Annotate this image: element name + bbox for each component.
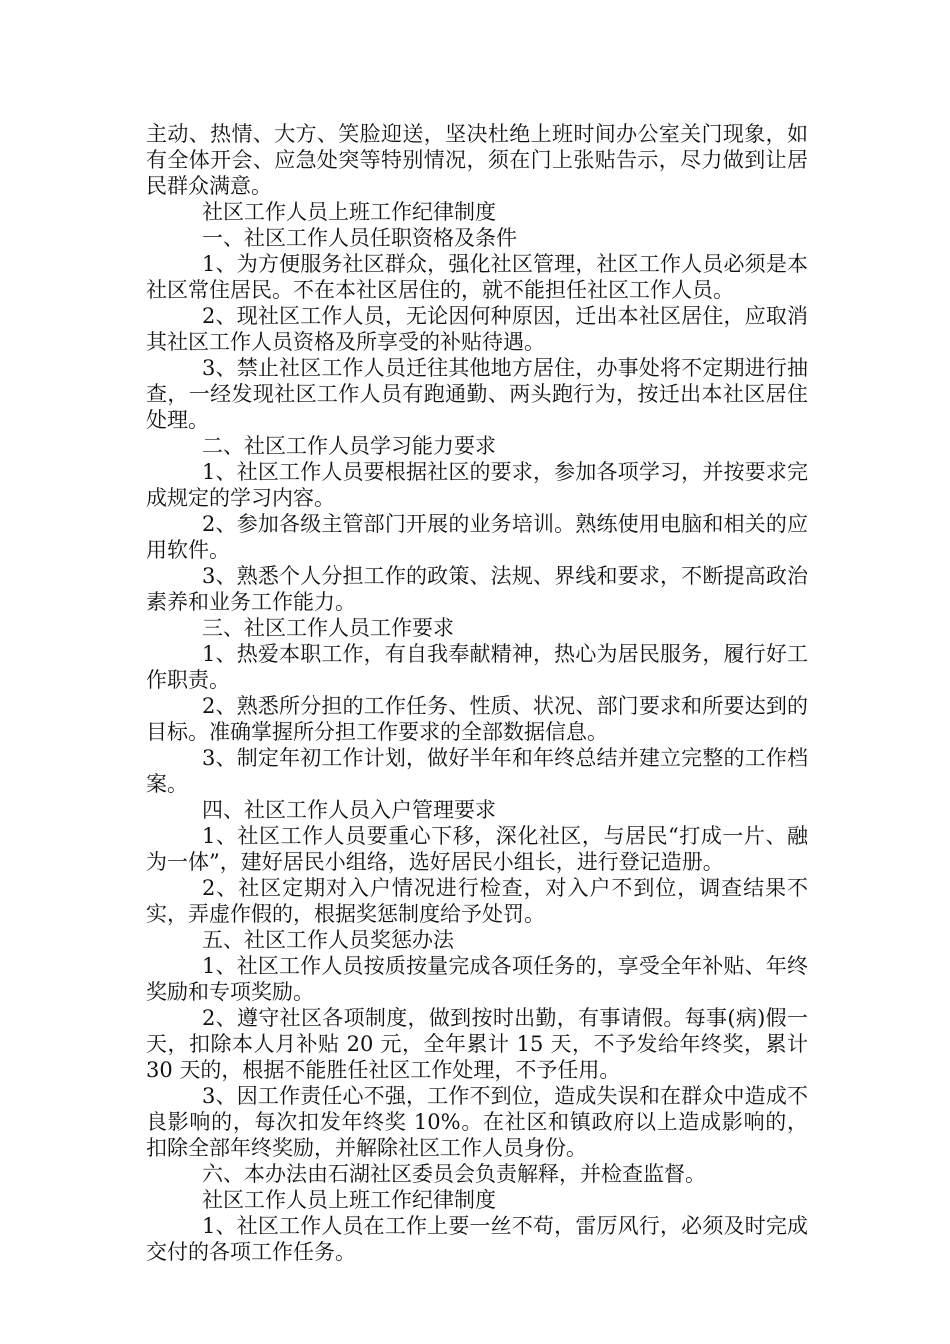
paragraph: 1、社区工作人员按质按量完成各项任务的，享受全年补贴、年终奖励和专项奖励。 <box>146 954 808 1004</box>
paragraph: 1、社区工作人员要根据社区的要求，参加各项学习，并按要求完成规定的学习内容。 <box>146 460 808 510</box>
paragraph: 二、社区工作人员学习能力要求 <box>202 434 496 458</box>
paragraph: 社区工作人员上班工作纪律制度 <box>202 1188 496 1212</box>
paragraph: 3、制定年初工作计划，做好半年和年终总结并建立完整的工作档案。 <box>146 746 808 796</box>
paragraph: 三、社区工作人员工作要求 <box>202 616 454 640</box>
paragraph: 3、禁止社区工作人员迁往其他地方居住，办事处将不定期进行抽查，一经发现社区工作人员有跑通勤、两头跑行为，按迁出本社区居住处理。 <box>146 356 808 432</box>
paragraph: 2、社区定期对入户情况进行检查，对入户不到位，调查结果不实，弄虚作假的，根据奖惩制度给予处罚。 <box>146 876 808 926</box>
paragraph: 3、因工作责任心不强，工作不到位，造成失误和在群众中造成不良影响的，每次扣发年终奖 10%。在社区和镇政府以上造成影响的，扣除全部年终奖励，并解除社区工作人员身份。 <box>146 1084 808 1160</box>
paragraph: 一、社区工作人员任职资格及条件 <box>202 226 517 250</box>
paragraph: 四、社区工作人员入户管理要求 <box>202 798 496 822</box>
paragraph: 1、为方便服务社区群众，强化社区管理，社区工作人员必须是本社区常住居民。不在本社区居住的，就不能担任社区工作人员。 <box>146 252 808 302</box>
paragraph: 六、本办法由石湖社区委员会负责解释，并检查监督。 <box>202 1162 706 1186</box>
paragraph: 2、参加各级主管部门开展的业务培训。熟练使用电脑和相关的应用软件。 <box>146 512 808 562</box>
paragraph: 2、现社区工作人员，无论因何种原因，迁出本社区居住，应取消其社区工作人员资格及所享受的补贴待遇。 <box>146 304 808 354</box>
paragraph: 1、热爱本职工作，有自我奉献精神，热心为居民服务，履行好工作职责。 <box>146 642 808 692</box>
paragraph: 2、遵守社区各项制度，做到按时出勤，有事请假。每事(病)假一天，扣除本人月补贴 20 元，全年累计 15 天，不予发给年终奖，累计 30 天的，根据不能胜任社区工作处理，不予任用。 <box>146 1006 808 1082</box>
paragraph: 2、熟悉所分担的工作任务、性质、状况、部门要求和所要达到的目标。准确掌握所分担工作要求的全部数据信息。 <box>146 694 808 744</box>
paragraph: 主动、热情、大方、笑脸迎送，坚决杜绝上班时间办公室关门现象，如有全体开会、应急处突等特别情况，须在门上张贴告示，尽力做到让居民群众满意。 <box>146 122 808 198</box>
paragraph: 1、社区工作人员要重心下移，深化社区，与居民“打成一片、融为一体”，建好居民小组络，选好居民小组长，进行登记造册。 <box>146 824 808 874</box>
paragraph: 3、熟悉个人分担工作的政策、法规、界线和要求，不断提高政治素养和业务工作能力。 <box>146 564 808 614</box>
document-body <box>146 121 808 1265</box>
paragraph: 社区工作人员上班工作纪律制度 <box>202 200 496 224</box>
paragraph: 1、社区工作人员在工作上要一丝不苟，雷厉风行，必须及时完成交付的各项工作任务。 <box>146 1214 808 1264</box>
paragraph: 五、社区工作人员奖惩办法 <box>202 928 454 952</box>
